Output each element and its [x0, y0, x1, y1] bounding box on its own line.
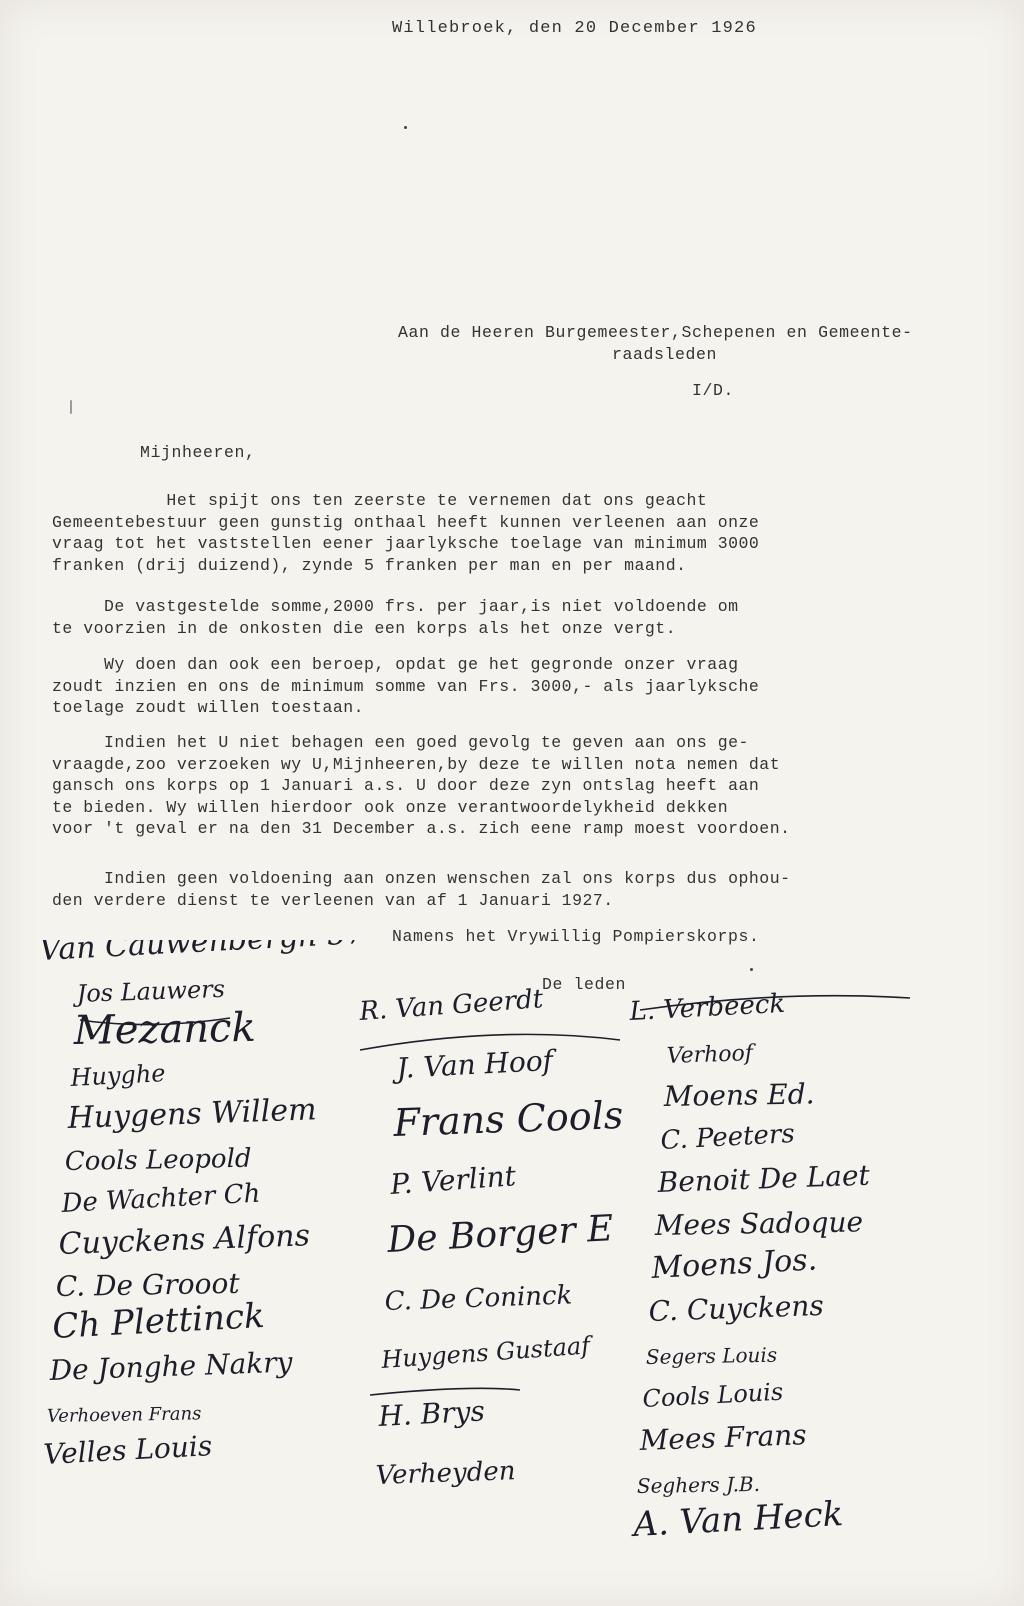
signature: Segers Louis — [645, 1342, 778, 1369]
paragraph-4: Indien het U niet behagen een goed gevolg te geven aan ons ge- vraagde,zoo verzoeken wy U,Mijnheeren,by deze te willen nota nemen dat gansch ons korps op 1 Januari a.s. U door deze zyn ontslag heeft aan te bieden. Wy willen hierdoor ook onze verantwoordelykheid dekken voor 't geval er na den 31 December a.s. zich eene ramp moest voordoen. — [52, 733, 791, 838]
signature: Verhoof — [666, 1041, 754, 1069]
signature: C. Cuyckens — [648, 1288, 825, 1328]
signature: De Borger E — [386, 1208, 615, 1261]
signature: Cools Leopold — [64, 1143, 252, 1177]
signature: Cuyckens Alfons — [58, 1218, 311, 1262]
signature: L. Verbeeck — [628, 988, 786, 1027]
signature: De Jonghe Nakry — [49, 1345, 293, 1387]
signature: C. De Coninck — [384, 1280, 573, 1317]
signature: R. Van Geerdt — [358, 984, 545, 1027]
salutation: Mijnheeren, — [140, 443, 256, 462]
paragraph-1: Het spijt ons ten zeerste te vernemen dat ons geacht Gemeentebestuur geen gunstig onthaal heeft kunnen verleenen aan onze vraag tot het vaststellen eener jaarlyksche toelage van minimum 3000 franken (drij duizend), zynde 5 franken per man en per maand. — [52, 491, 760, 575]
signature: Jos Lauwers — [76, 974, 226, 1008]
paragraph-5: Indien geen voldoening aan onzen wenschen zal ons korps dus ophou- den verdere dienst te verleenen van af 1 Januari 1927. — [52, 869, 791, 910]
signature: Verhoeven Frans — [46, 1403, 202, 1427]
address-line-2: raadsleden — [612, 345, 718, 364]
signature: Mezanck — [73, 1004, 257, 1054]
signature: Frans Cools — [392, 1093, 624, 1145]
paragraph-2: De vastgestelde somme,2000 frs. per jaar,is niet voldoende om te voorzien in de onkosten die een korps als het onze vergt. — [52, 597, 739, 638]
signature: Moens Ed. — [663, 1077, 815, 1113]
signature: Moens Jos. — [650, 1242, 819, 1286]
signature: Ch Plettinck — [51, 1295, 266, 1347]
signature: P. Verlint — [389, 1159, 517, 1201]
signature: C. De Grooot — [55, 1266, 240, 1303]
members-label: De leden — [542, 975, 627, 994]
signature-flourish — [370, 1388, 520, 1395]
signature: De Wachter Ch — [60, 1178, 262, 1219]
ink-speck — [70, 400, 72, 414]
signature: Huygens Gustaaf — [380, 1331, 591, 1374]
date-line: Willebroek, den 20 December 1926 — [392, 19, 757, 38]
signature: A. Van Heck — [632, 1494, 845, 1545]
address-line-3: I/D. — [692, 381, 735, 400]
signature: Huygens Willem — [67, 1092, 318, 1136]
signature: H. Brys — [377, 1394, 486, 1433]
signature-block — [0, 940, 1024, 1590]
signature: Van Cauwenbergh 57 — [38, 940, 367, 968]
signature: Benoit De Laet — [657, 1158, 871, 1199]
signature: Mees Frans — [639, 1418, 808, 1457]
closing-line: Namens het Vrywillig Pompierskorps. — [392, 927, 760, 946]
signature: Huyghe — [69, 1059, 167, 1092]
ink-speck — [404, 126, 407, 129]
signature: Verheyden — [375, 1456, 516, 1491]
signature: Cools Louis — [641, 1377, 784, 1413]
signatures-svg — [0, 940, 1024, 1590]
paragraph-3: Wy doen dan ook een beroep, opdat ge het gegronde onzer vraag zoudt inzien en ons de minimum somme van Frs. 3000,- als jaarlyksche toelage zoudt willen toestaan. — [52, 655, 760, 717]
address-line-1: Aan de Heeren Burgemeester,Schepenen en Gemeente- — [398, 323, 913, 342]
signature: C. Peeters — [659, 1119, 796, 1156]
signature: Velles Louis — [42, 1429, 213, 1471]
signature: J. Van Hoof — [395, 1043, 554, 1085]
signature: Mees Sadoque — [654, 1205, 864, 1242]
signature: Seghers J.B. — [636, 1471, 761, 1498]
